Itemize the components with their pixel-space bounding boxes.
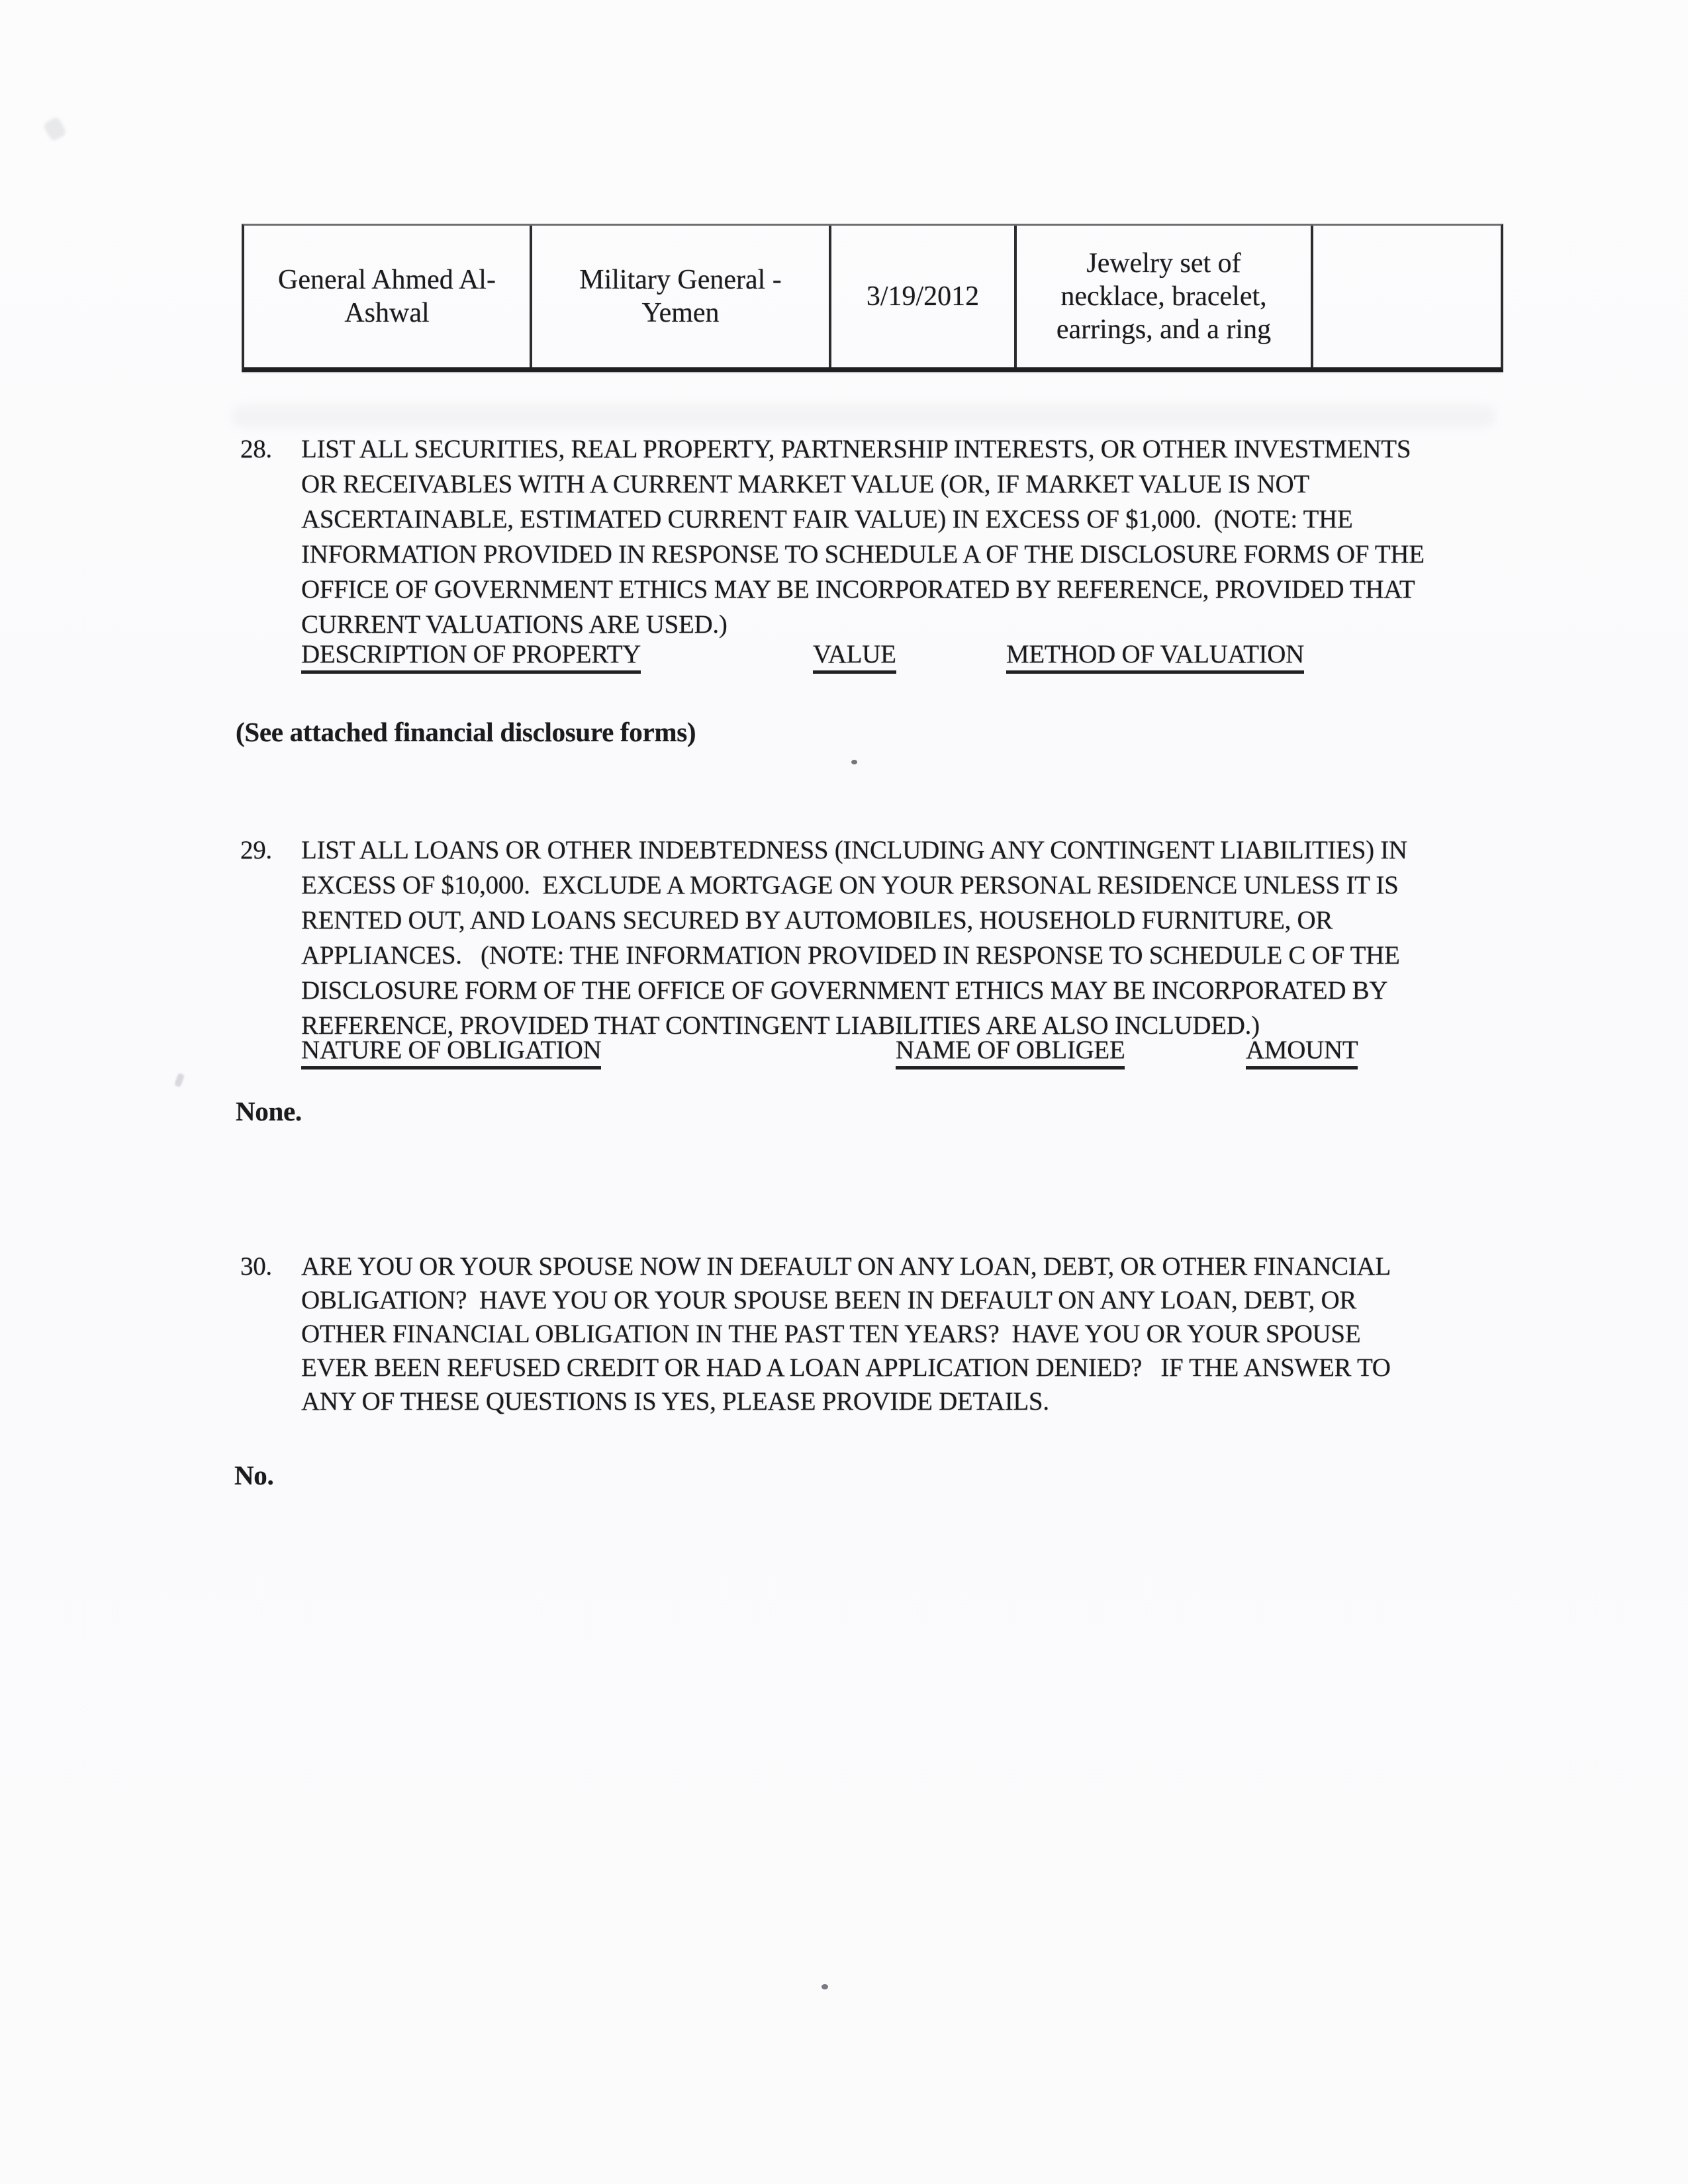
answer-no: No. [234,1460,274,1490]
question-number: 29. [240,836,272,864]
scan-smear-faint [42,116,68,142]
question-line: OR RECEIVABLES WITH A CURRENT MARKET VALUE (OR, IF MARKET VALUE IS NOT [301,470,1309,498]
disclosure-table [242,224,1503,372]
see-attached-note: (See attached financial disclosure forms) [236,717,696,747]
table-cell-line: necklace, bracelet, [1060,281,1267,312]
header-amount: AMOUNT [1246,1036,1358,1069]
question-30 [240,1250,1505,1428]
scan-speck [821,1984,828,1989]
table-cell-line: General Ahmed Al- [278,265,496,295]
table-cell-line: Jewelry set of [1086,248,1241,279]
question-line: LIST ALL LOANS OR OTHER INDEBTEDNESS (INCLUDING ANY CONTINGENT LIABILITIES) IN [301,836,1407,864]
table-cell-name [244,226,532,367]
question-line: ARE YOU OR YOUR SPOUSE NOW IN DEFAULT ON ANY LOAN, DEBT, OR OTHER FINANCIAL [301,1252,1391,1281]
question-text [301,1250,1499,1418]
question-line: INFORMATION PROVIDED IN RESPONSE TO SCHEDULE A OF THE DISCLOSURE FORMS OF THE [301,540,1425,569]
question-text [301,432,1499,642]
question-line: APPLIANCES. (NOTE: THE INFORMATION PROVIDED IN RESPONSE TO SCHEDULE C OF THE [301,941,1400,970]
table-cell-line: 3/19/2012 [866,281,980,312]
table-cell-line: Ashwal [344,298,430,328]
question-text [301,833,1499,1043]
scan-smudge [232,405,1496,428]
question-29 [240,833,1505,1044]
table-cell-line: Military General - [579,265,782,295]
header-method-of-valuation: METHOD OF VALUATION [1006,641,1304,674]
question-line: RENTED OUT, AND LOANS SECURED BY AUTOMOBILES, HOUSEHOLD FURNITURE, OR [301,906,1333,934]
question-28 [240,432,1505,643]
question-line: REFERENCE, PROVIDED THAT CONTINGENT LIABILITIES ARE ALSO INCLUDED.) [301,1011,1260,1040]
header-name-of-obligee: NAME OF OBLIGEE [896,1036,1125,1069]
question-line: DISCLOSURE FORM OF THE OFFICE OF GOVERNMENT ETHICS MAY BE INCORPORATED BY [301,976,1388,1005]
question-number: 30. [240,1252,272,1281]
question-line: OBLIGATION? HAVE YOU OR YOUR SPOUSE BEEN IN DEFAULT ON ANY LOAN, DEBT, OR [301,1286,1357,1314]
question-line: LIST ALL SECURITIES, REAL PROPERTY, PARTNERSHIP INTERESTS, OR OTHER INVESTMENTS [301,435,1411,463]
table-cell-line: Yemen [641,298,720,328]
answer-none: None. [236,1096,302,1126]
table-cell-gift-description [1017,226,1313,367]
scan-speck-faint [174,1073,185,1087]
question-line: ANY OF THESE QUESTIONS IS YES, PLEASE PROVIDE DETAILS. [301,1387,1049,1416]
scan-speck [851,760,857,764]
header-value: VALUE [813,641,896,674]
question-line: OFFICE OF GOVERNMENT ETHICS MAY BE INCORPORATED BY REFERENCE, PROVIDED THAT [301,575,1415,604]
question-line: OTHER FINANCIAL OBLIGATION IN THE PAST TEN YEARS? HAVE YOU OR YOUR SPOUSE [301,1320,1361,1348]
question-line: CURRENT VALUATIONS ARE USED.) [301,610,727,639]
question-line: ASCERTAINABLE, ESTIMATED CURRENT FAIR VALUE) IN EXCESS OF $1,000. (NOTE: THE [301,505,1353,533]
question-number: 28. [240,435,272,463]
header-description-of-property: DESCRIPTION OF PROPERTY [301,641,641,674]
table-cell-date [831,226,1017,367]
question-line: EXCESS OF $10,000. EXCLUDE A MORTGAGE ON YOUR PERSONAL RESIDENCE UNLESS IT IS [301,871,1399,899]
header-nature-of-obligation: NATURE OF OBLIGATION [301,1036,601,1069]
table-cell-line: earrings, and a ring [1056,314,1272,345]
question-line: EVER BEEN REFUSED CREDIT OR HAD A LOAN APPLICATION DENIED? IF THE ANSWER TO [301,1353,1391,1382]
table-cell-empty [1313,226,1503,367]
table-cell-title [532,226,831,367]
